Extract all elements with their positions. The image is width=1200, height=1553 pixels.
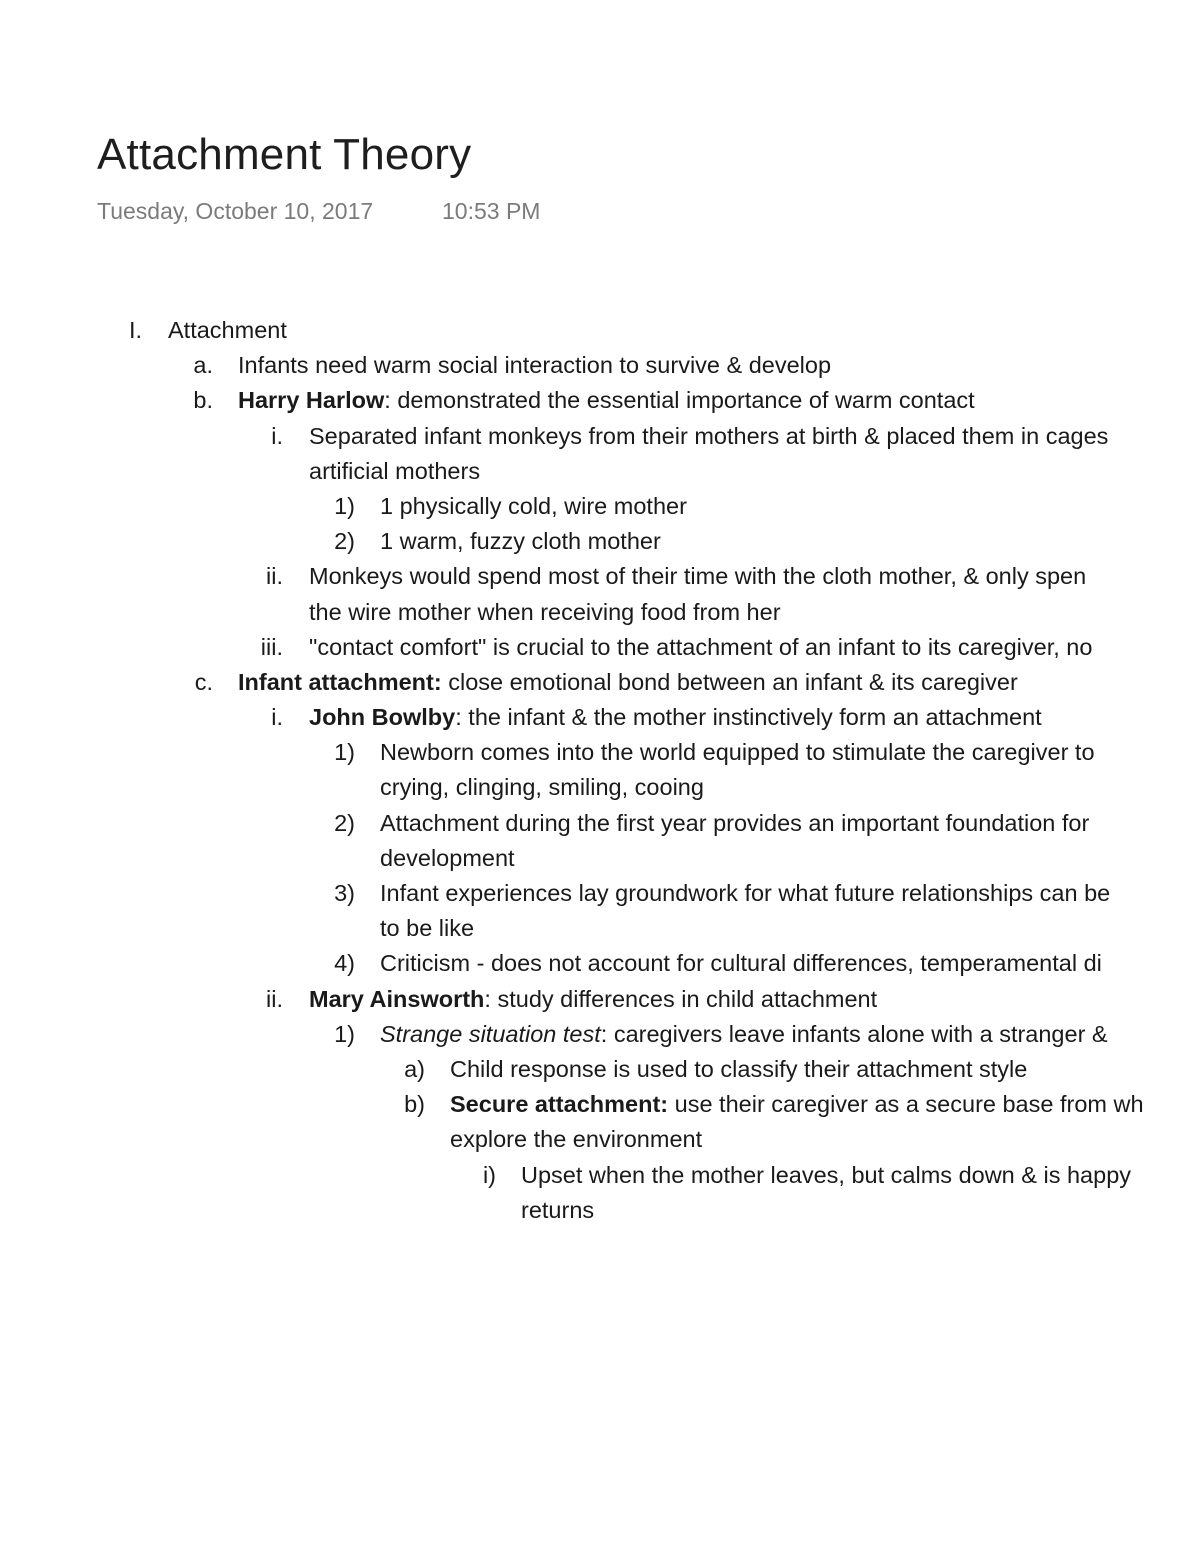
- list-item-text: Criticism - does not account for cultural differences, temperamental di: [380, 950, 1102, 977]
- list-item-text: [238, 665, 1018, 700]
- list-marker: iii.: [260, 633, 283, 660]
- term-definition: close emotional bond between an infant & its caregiver: [441, 668, 1018, 695]
- list-item-text: [238, 383, 975, 418]
- list-item-text: explore the environment: [450, 1126, 703, 1153]
- list-marker: b.: [193, 387, 213, 414]
- term-definition: : the infant & the mother instinctively form an attachment: [455, 704, 1042, 731]
- outline-item-c-ii-1-b: [0, 1087, 1200, 1122]
- outline-item-c-ii: [0, 982, 1200, 1017]
- list-item-text: Separated infant monkeys from their mothers at birth & placed them in cages: [309, 422, 1109, 449]
- list-item-text: [309, 700, 1042, 735]
- list-item-text: crying, clinging, smiling, cooing: [380, 774, 704, 801]
- outline-item-c-i-4: [0, 946, 1200, 981]
- list-marker: 1): [334, 739, 355, 766]
- list-item-text: Infants need warm social interaction to survive & develop: [238, 352, 832, 379]
- term-italic: Strange situation test: [380, 1020, 601, 1047]
- list-marker: 3): [334, 880, 355, 906]
- note-date: Tuesday, October 10, 2017: [97, 198, 374, 224]
- outline-item-b-ii: [0, 559, 1200, 594]
- term-definition: : demonstrated the essential importance of warm contact: [384, 387, 975, 414]
- list-marker: 2): [334, 528, 355, 555]
- list-item-text: Attachment during the first year provides an important foundation for: [380, 809, 1090, 836]
- list-marker: ii.: [266, 985, 283, 1012]
- outline-item-b-i-1: [0, 489, 1200, 524]
- list-item-text: Upset when the mother leaves, but calms down & is happy: [521, 1161, 1132, 1188]
- outline-item-a: [0, 348, 1200, 383]
- term-bold: Harry Harlow: [238, 387, 385, 414]
- outline-item-c-ii-1-b-i-continued: [0, 1193, 1200, 1228]
- list-marker: a.: [193, 352, 213, 379]
- list-item-text: "contact comfort" is crucial to the attachment of an infant to its caregiver, no: [309, 633, 1093, 660]
- note-time: 10:53 PM: [442, 198, 541, 224]
- outline-item-c-i-3-continued: [0, 911, 1200, 946]
- outline-item-l1: [0, 313, 1200, 348]
- list-item-text: 1 physically cold, wire mother: [380, 492, 687, 519]
- list-item-text: [309, 982, 877, 1017]
- list-marker: i.: [271, 422, 283, 449]
- page-title: Attachment Theory: [97, 130, 472, 179]
- term-definition: : study differences in child attachment: [484, 985, 878, 1012]
- list-marker: ii.: [266, 563, 283, 590]
- list-item-text: artificial mothers: [309, 457, 481, 484]
- notes-outline: [0, 313, 1200, 1228]
- term-definition: use their caregiver as a secure base from wh: [668, 1091, 1144, 1118]
- list-item-text: [450, 1087, 1144, 1122]
- outline-item-c-ii-1-b-continued: [0, 1122, 1200, 1157]
- term-bold: Mary Ainsworth: [309, 985, 485, 1012]
- list-marker: c.: [194, 668, 213, 695]
- term-bold: John Bowlby: [309, 704, 456, 731]
- list-marker: a): [404, 1055, 425, 1082]
- term-bold: Infant attachment:: [238, 668, 442, 695]
- outline-item-c-ii-1: [0, 1017, 1200, 1052]
- list-item-text: the wire mother when receiving food from her: [309, 598, 781, 625]
- list-item-text: Newborn comes into the world equipped to stimulate the caregiver to: [380, 739, 1095, 766]
- list-item-text: development: [380, 844, 515, 871]
- outline-item-c-i-2-continued: [0, 841, 1200, 876]
- list-marker: i.: [271, 704, 283, 731]
- list-marker: I.: [128, 317, 142, 343]
- outline-item-c-i: [0, 700, 1200, 735]
- outline-item-c-i-3: [0, 876, 1200, 911]
- list-item-text: 1 warm, fuzzy cloth mother: [380, 528, 661, 555]
- outline-item-c-ii-1-a: [0, 1052, 1200, 1087]
- outline-item-c-i-1: [0, 735, 1200, 770]
- outline-item-b-ii-continued: [0, 595, 1200, 630]
- outline-item-c-i-2: [0, 806, 1200, 841]
- outline-item-b-i-2: [0, 524, 1200, 559]
- list-item-text: to be like: [380, 915, 475, 942]
- list-marker: 4): [334, 950, 355, 977]
- list-item-text: Child response is used to classify their attachment style: [450, 1055, 1028, 1082]
- outline-item-b-i: [0, 419, 1200, 454]
- outline-item-c-i-1-continued: [0, 770, 1200, 805]
- list-marker: 1): [334, 492, 355, 519]
- list-item-text: returns: [521, 1196, 595, 1223]
- outline-item-c: [0, 665, 1200, 700]
- list-marker: i): [482, 1161, 496, 1188]
- list-marker: 2): [334, 809, 355, 836]
- list-item-text: Monkeys would spend most of their time with the cloth mother, & only spen: [309, 563, 1087, 590]
- outline-item-b-iii: [0, 630, 1200, 665]
- list-marker: b): [404, 1091, 425, 1118]
- outline-item-c-ii-1-b-i: [0, 1158, 1200, 1193]
- outline-item-b-i-continued: [0, 454, 1200, 489]
- list-item-text: Infant experiences lay groundwork for what future relationships can be: [380, 880, 1111, 906]
- outline-item-b: [0, 383, 1200, 418]
- list-marker: 1): [334, 1020, 355, 1047]
- list-item-text: [380, 1017, 1108, 1052]
- term-definition: : caregivers leave infants alone with a stranger &: [600, 1020, 1108, 1047]
- term-bold: Secure attachment:: [450, 1091, 669, 1118]
- list-item-text: Attachment: [168, 317, 287, 343]
